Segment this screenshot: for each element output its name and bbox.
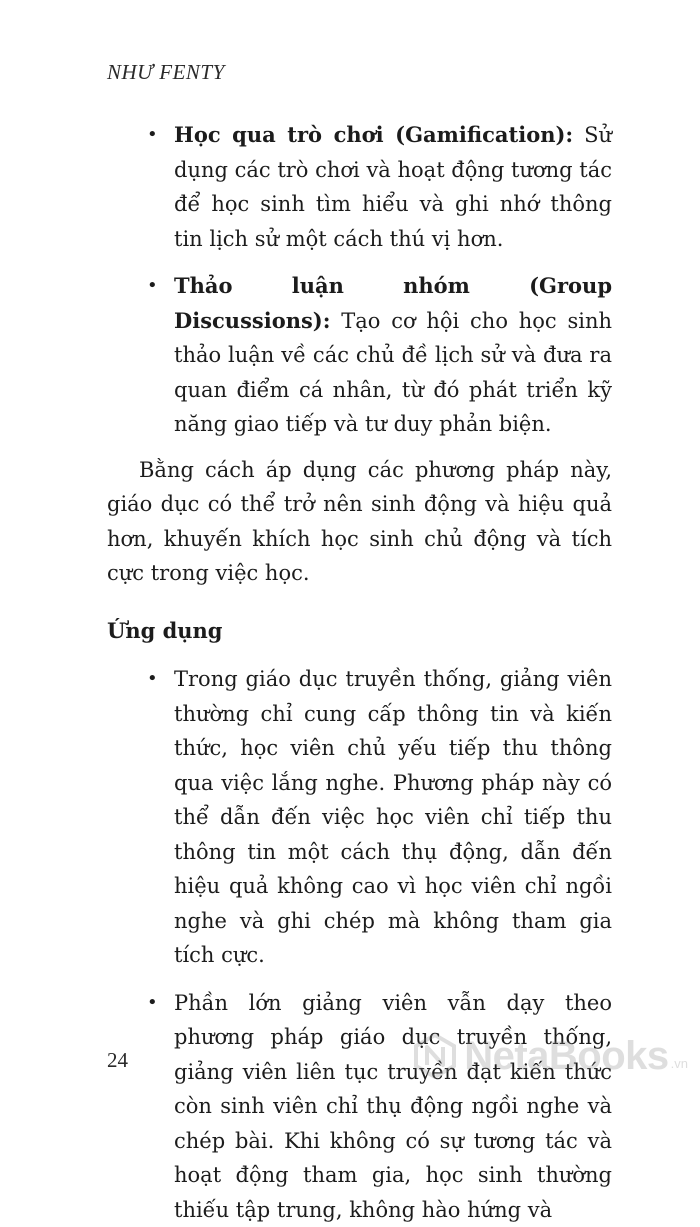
n-hexagon-logo-icon [412,1033,458,1079]
watermark [412,1033,688,1079]
bullet-text: Sử dụng các trò chơi và hoạt động tương tác để học sinh tìm hiểu và ghi nhớ thông tin lịch sử một cách thú vị hơn. [174,123,612,251]
bullet-term: Học qua trò chơi (Gamification): [174,122,573,147]
list-item [107,662,612,973]
bullet-list-application [107,662,612,1227]
bullet-icon: • [147,118,158,153]
list-item [107,986,612,1227]
section-heading: Ứng dụng [107,614,612,649]
bullet-icon: • [147,662,158,697]
bullet-icon: • [147,986,158,1021]
watermark-brand: NetaBooks [464,1034,668,1079]
bullet-term: Thảo luận nhóm (Group Discussions): [174,273,612,333]
running-header: NHƯ FENTY [107,60,225,85]
bullet-text: Tạo cơ hội cho học sinh thảo luận về các chủ đề lịch sử và đưa ra quan điểm cá nhân, từ đó phát triển kỹ năng giao tiếp và tư duy phản biện. [174,309,612,437]
watermark-suffix: .vn [671,1056,688,1071]
bullet-list-methods [107,118,612,442]
page-number: 24 [107,1048,128,1073]
list-item [107,269,612,442]
bullet-text: Phần lớn giảng viên vẫn dạy theo phương pháp giáo dục truyền thống, giảng viên liên tục truyền đạt kiến thức còn sinh viên chỉ thụ động ngồi nghe và chép bài. Khi không có sự tương tác và hoạt động tham gia, học sinh thường thiếu tập trung, không hào hứng và [174,991,612,1222]
body-paragraph: Bằng cách áp dụng các phương pháp này, giáo dục có thể trở nên sinh động và hiệu quả hơn, khuyến khích học sinh chủ động và tích cực trong việc học. [107,453,612,591]
list-item [107,118,612,256]
bullet-icon: • [147,269,158,304]
bullet-text: Trong giáo dục truyền thống, giảng viên thường chỉ cung cấp thông tin và kiến thức, học viên chủ yếu tiếp thu thông qua việc lắng nghe. Phương pháp này có thể dẫn đến việc học viên chỉ tiếp thu thông tin một cách thụ động, dẫn đến hiệu quả không cao vì học viên chỉ ngồi nghe và ghi chép mà không tham gia tích cực. [174,667,612,967]
